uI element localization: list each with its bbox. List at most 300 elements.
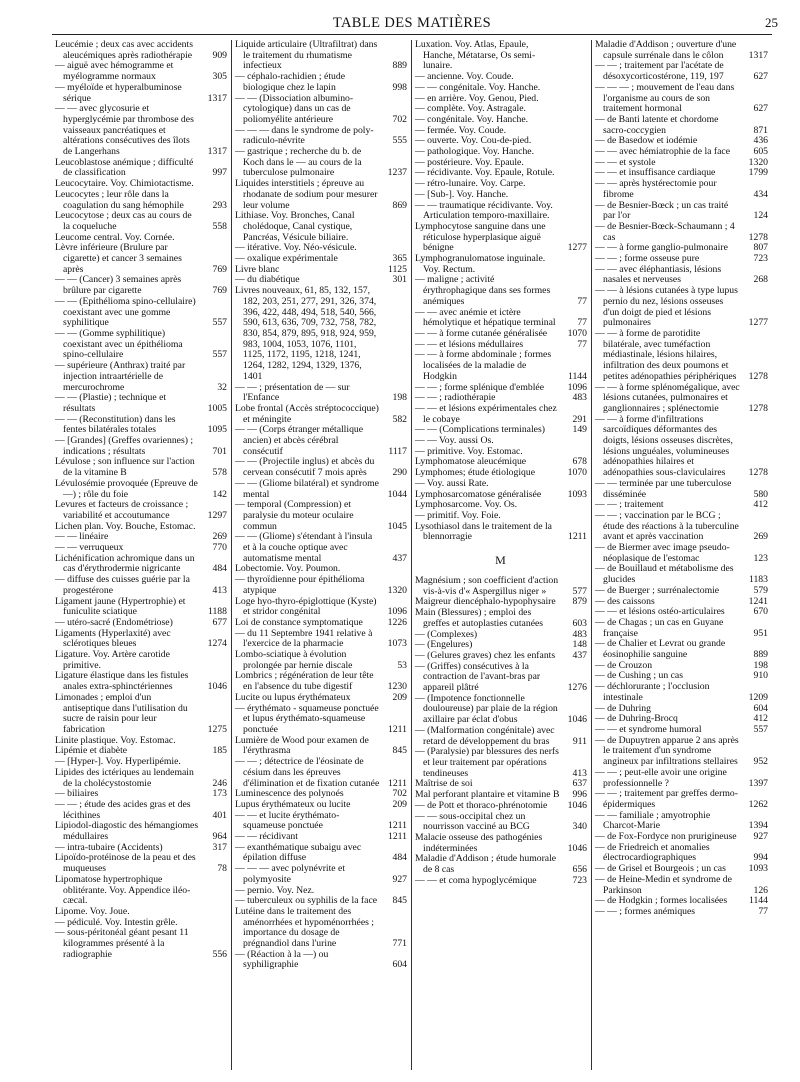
index-entry — [595, 682, 768, 703]
index-entry-text: — — traumatique récidivante. Voy. Articulation temporo-maxillaire. — [415, 199, 553, 222]
index-entry-page: 1046 — [567, 714, 587, 726]
index-entry-page: 484 — [212, 563, 227, 575]
index-entry-page: 1144 — [567, 370, 587, 382]
index-entry — [55, 928, 227, 960]
index-entry-text: — — ; formes anémiques — [595, 905, 696, 917]
index-entry-text: Lumière de Wood pour examen de l'érythrasma — [235, 734, 369, 757]
index-entry-text: — de Duhring-Brocq — [595, 713, 678, 725]
index-entry-text: Lombo-sciatique à évolution prolongée par hernie discale — [235, 649, 353, 671]
index-entry-page: 434 — [753, 188, 768, 200]
index-entry-text: — — avec anémie et ictère hémolytique et hépatique terminal — [415, 306, 556, 329]
index-entry-text: — — ; forme splénique d'emblée — [415, 381, 544, 393]
index-entry — [235, 811, 407, 832]
index-entry-text: — — — dans le syndrome de poly-radiculo-névrite — [235, 124, 374, 147]
index-entry-text: Lichen plan. Voy. Bouche, Estomac. — [55, 520, 196, 532]
index-entry-page: 126 — [753, 884, 768, 896]
index-entry — [415, 812, 587, 833]
index-entry-page: 1046 — [567, 842, 587, 854]
index-entry — [415, 662, 587, 694]
index-entry-page: 769 — [212, 263, 227, 275]
index-entry — [235, 671, 407, 692]
index-entry-page: 723 — [572, 874, 587, 886]
index-entry-text: — de Basedow et iodémie — [595, 135, 698, 147]
index-entry-text: Loge hyo-thyro-épiglottique (Kyste) et stridor congénital — [235, 595, 377, 618]
index-entry-text: — (Complexes) — [415, 628, 478, 640]
index-entry-text: — de Cushing ; un cas — [595, 670, 683, 682]
index-entry-text: Lipiodol-diagostic des hémangiomes médullaires — [55, 820, 199, 843]
index-entry-page: 1274 — [207, 638, 227, 650]
index-entry-text: — — (Corps étranger métallique ancien) et abcès cérébral consécutif — [235, 424, 364, 457]
index-entry-page: 124 — [753, 210, 768, 222]
index-entry-page: 702 — [392, 113, 407, 125]
index-entry-text: — [Hyper-]. Voy. Hyperlipémie. — [55, 756, 181, 768]
index-entry — [595, 179, 768, 200]
index-column-1 — [52, 40, 232, 1070]
index-entry — [595, 639, 768, 660]
index-entry-page: 1317 — [207, 92, 227, 104]
index-entry-page: 77 — [758, 905, 768, 917]
index-entry-page: 997 — [212, 167, 227, 179]
index-entry-page: 557 — [753, 724, 768, 735]
index-entry-text: — — avec glycosurie et hyperglycémie par thrombose des vaisseaux pancréatiques et altérations consécutives des îlots de Langerhans — [55, 103, 194, 158]
index-entry-text: — — sous-occipital chez un nourrisson vacciné au BCG — [415, 810, 530, 833]
index-entry-page: 1073 — [387, 638, 407, 650]
index-entry — [235, 383, 407, 404]
index-entry-page: 198 — [753, 659, 768, 671]
index-entry-page: 1278 — [748, 231, 768, 243]
index-entry — [55, 671, 227, 692]
index-entry-page: 869 — [392, 199, 407, 211]
index-entry-text: — — après hystérectomie pour fibrome — [595, 178, 717, 200]
index-entry-page: 582 — [392, 413, 407, 425]
index-entry-page: 32 — [217, 381, 227, 393]
index-entry-page: 149 — [572, 424, 587, 436]
index-entry-text: — — (Gliome) s'étendant à l'insula et à la couche optique avec automatisme mental — [235, 531, 373, 564]
index-entry-page: 1093 — [748, 863, 768, 875]
index-entry — [235, 950, 407, 971]
index-entry-page: 401 — [212, 809, 227, 821]
index-entry-page: 142 — [212, 488, 227, 500]
index-entry-text: — diffuse des cuisses guérie par la progestérone — [55, 574, 190, 596]
index-entry-page: 1799 — [748, 167, 768, 179]
index-entry-text: — postérieure. Voy. Epaule. — [415, 156, 524, 168]
index-entry-text: — — à forme splénomégalique, avec lésions cutanées, pulmonaires et ganglionnaires ; splénectomie — [595, 381, 740, 414]
index-entry-text: — exanthématique subaigu avec épilation diffuse — [235, 841, 362, 864]
index-entry-page: 1211 — [567, 531, 587, 543]
index-entry-text: Liquides interstitiels ; épreuve au rhodanate de sodium pour mesurer leur volume — [235, 178, 378, 211]
index-entry — [55, 575, 227, 596]
index-entry-page: 637 — [572, 778, 587, 790]
index-entry-page: 927 — [753, 831, 768, 843]
index-entry — [415, 308, 587, 329]
index-entry-page: 909 — [212, 49, 227, 61]
index-entry-page: 604 — [753, 702, 768, 714]
index-entry-text: — — et lésions expérimentales chez le cobaye — [415, 402, 557, 425]
index-entry-page: 1278 — [748, 467, 768, 479]
index-entry — [55, 393, 227, 414]
index-entry-page: 1317 — [748, 49, 768, 61]
index-entry-text: Lipome. Voy. Joue. — [55, 905, 130, 917]
section-letter-heading: M — [495, 553, 507, 568]
index-entry-text: Lévulosémie provoquée (Epreuve de —) ; rôle du foie — [55, 477, 198, 500]
index-entry-page: 678 — [572, 456, 587, 468]
index-entry-text: — — à forme cutanée généralisée — [415, 327, 548, 339]
index-entry-page: 77 — [577, 295, 587, 307]
index-entry-text: Main (Blessures) ; emploi des greffes et autoplasties cutanées — [415, 607, 544, 629]
index-entry-text: — oxalique expérimentale — [235, 253, 338, 265]
index-entry-text: Lucite ou lupus érythémateux — [235, 691, 351, 703]
index-entry-text: — pernio. Voy. Nez. — [235, 884, 315, 896]
index-entry-page: 577 — [572, 585, 587, 597]
index-entry-text: — — familiale ; amyotrophie Charcot-Marie — [595, 809, 711, 832]
index-entry-text: — — ; peut-elle avoir une origine professionnelle ? — [595, 766, 727, 789]
index-entry-text: Leucocytose ; deux cas au cours de la coqueluche — [55, 210, 192, 232]
index-entry-text: — érythémato - squameuse ponctuée et lupus érythémato-squameuse ponctuée — [235, 702, 379, 735]
index-entry — [55, 104, 227, 158]
index-entry-text: — de Dupuytren apparue 2 ans après le traitement d'un syndrome angineux par infiltrations stellaires — [595, 734, 739, 768]
index-entry-page: 1277 — [748, 317, 768, 329]
index-entry — [235, 864, 407, 885]
index-entry — [415, 747, 587, 779]
index-entry-text: — — à forme abdominale ; formes localisées de la maladie de Hodgkin — [415, 349, 552, 382]
index-entry-page: 53 — [397, 659, 407, 671]
index-entry — [595, 511, 768, 543]
index-entry-text: — de Friedreich et anomalies électrocardiographiques — [595, 841, 710, 864]
index-entry — [595, 61, 768, 82]
index-entry-text: Liquide articulaire (Ultrafiltrat) dans le traitement du rhumatisme infectieux — [235, 40, 378, 72]
index-entry-page: 656 — [572, 864, 587, 876]
index-entry-text: — pédiculé. Voy. Intestin grêle. — [55, 916, 178, 928]
index-entry-page: 1275 — [207, 724, 227, 735]
index-entry-page: 1320 — [748, 156, 768, 168]
index-entry — [595, 286, 768, 329]
index-entry-text: — — ; étude des acides gras et des lécithines — [55, 798, 191, 821]
index-entry — [595, 415, 768, 479]
index-entry — [595, 768, 768, 789]
index-entry-text: — de Duhring — [595, 702, 651, 714]
index-entry-text: Lobectomie. Voy. Poumon. — [235, 563, 341, 575]
index-entry-page: 605 — [753, 146, 768, 158]
index-entry-text: Lymphosarcome. Voy. Os. — [415, 499, 518, 511]
index-entry-page: 889 — [753, 649, 768, 661]
index-entry — [55, 297, 227, 329]
index-columns — [52, 40, 772, 1070]
index-entry-page: 701 — [212, 445, 227, 457]
index-entry-text: — utéro-sacré (Endométriose) — [55, 616, 173, 628]
index-entry-page: 209 — [392, 691, 407, 703]
index-entry — [415, 801, 587, 812]
index-entry-text: — de Chagas ; un cas en Guyane française — [595, 616, 724, 639]
index-entry-text: — temporal (Compression) et paralysie du moteur oculaire commun — [235, 499, 354, 532]
index-entry — [55, 554, 227, 575]
index-entry-page: 484 — [392, 852, 407, 864]
index-entry — [235, 211, 407, 243]
index-entry-text: Maîtrise de soi — [415, 778, 473, 790]
index-entry-text: — — linéaire — [55, 531, 109, 543]
index-entry-text: — — Voy. aussi Os. — [415, 435, 494, 447]
index-entry — [595, 789, 768, 810]
index-entry-text: Lithiase. Voy. Bronches, Canal cholédoque, Canal cystique, Pancréas, Vésicule biliaire. — [235, 210, 355, 243]
index-entry-text: — sous-péritonéal géant pesant 11 kilogrammes présenté à la radiographie — [55, 927, 189, 960]
index-entry-page: 123 — [753, 552, 768, 564]
index-entry-page: 1044 — [387, 488, 407, 500]
index-entry-page: 365 — [392, 253, 407, 265]
index-entry-text: — — (Gliome bilatéral) et syndrome mental — [235, 477, 379, 500]
index-entry-text: — thyroïdienne pour épithélioma atypique — [235, 574, 365, 596]
index-column-3 — [412, 40, 592, 1070]
index-entry — [55, 158, 227, 179]
index-entry — [55, 83, 227, 104]
index-entry-page: 1209 — [748, 691, 768, 703]
index-entry-page: 1183 — [748, 574, 768, 586]
index-entry — [595, 811, 768, 832]
index-entry-page: 269 — [753, 531, 768, 543]
index-entry-page: 1211 — [387, 724, 407, 735]
index-entry — [55, 597, 227, 618]
index-entry-text: — déchlorurante ; l'occlusion intestinale — [595, 681, 710, 703]
index-entry-text: — — terminée par une tuberculose disséminée — [595, 477, 732, 500]
index-entry-page: 1211 — [387, 777, 407, 789]
index-entry-text: — récidivante. Voy. Epaule, Rotule. — [415, 167, 555, 179]
index-entry-text: Lutéine dans le traitement des aménorrhées et hypoménorrhées ; importance du dosage de prégnandiol dans l'urine — [235, 905, 374, 950]
index-entry-page: 556 — [212, 948, 227, 960]
index-entry — [235, 629, 407, 650]
index-entry — [55, 436, 227, 457]
index-entry-page: 436 — [753, 135, 768, 147]
index-entry-page: 483 — [572, 392, 587, 404]
index-entry — [415, 576, 587, 597]
index-entry-text: — en arrière. Voy. Genou, Pied. — [415, 92, 539, 104]
index-entry-text: — maligne ; activité érythrophagique dans ses formes anémiques — [415, 274, 551, 307]
index-entry — [55, 40, 227, 61]
index-entry-page: 578 — [212, 467, 227, 479]
index-entry-page: 580 — [753, 488, 768, 500]
index-entry-text: Lymphomes; étude étiologique — [415, 467, 535, 479]
index-entry-page: 579 — [753, 584, 768, 596]
index-entry-page: 1211 — [387, 820, 407, 832]
index-entry — [55, 693, 227, 736]
index-entry — [595, 736, 768, 768]
index-entry — [55, 500, 227, 521]
index-entry-text: — — — ; mouvement de l'eau dans l'organisme au cours de son traitement hormonal — [595, 81, 735, 115]
index-entry-text: — de Hodgkin ; formes localisées — [595, 895, 728, 907]
page-number: 25 — [765, 15, 778, 30]
index-entry — [595, 265, 768, 286]
index-entry-page: 209 — [392, 798, 407, 810]
index-entry-text: — — (Cancer) 3 semaines après brûlure par cigarette — [55, 274, 182, 297]
index-entry-page: 1005 — [207, 402, 227, 414]
index-entry-text: — — ; forme osseuse pure — [595, 253, 700, 265]
index-entry-page: 557 — [212, 349, 227, 361]
index-entry-page: 412 — [753, 499, 768, 511]
index-entry-page: 964 — [212, 831, 227, 843]
index-entry-text: Loi de constance symptomatique — [235, 616, 363, 628]
index-entry — [235, 532, 407, 564]
index-entry-text: — de Besnier-Bœck ; un cas traité par l'or — [595, 199, 729, 222]
index-entry-text: Maladie d'Addison ; étude humorale de 8 cas — [415, 853, 557, 876]
index-entry — [595, 564, 768, 585]
index-entry-page: 557 — [212, 317, 227, 329]
index-page — [52, 14, 778, 1074]
index-entry — [415, 479, 587, 490]
index-entry-text: — — congénitale. Voy. Hanche. — [415, 81, 541, 93]
page-title: TABLE DES MATIÈRES — [332, 15, 492, 31]
index-entry-page: 677 — [212, 616, 227, 628]
index-entry — [235, 404, 407, 425]
index-entry — [235, 907, 407, 950]
index-entry-text: — biliaires — [55, 788, 99, 800]
index-entry-page: 845 — [392, 745, 407, 757]
index-entry-text: — de Banti latente et chordome sacro-coccygien — [595, 113, 719, 136]
index-entry — [235, 575, 407, 596]
index-entry-text: — — avec hémiatrophie de la face — [595, 146, 731, 158]
index-entry-page: 994 — [753, 852, 768, 864]
index-entry-page: 1230 — [387, 681, 407, 693]
index-entry-text: — fermée. Voy. Coude. — [415, 124, 507, 136]
index-entry-text: — de Chalier et Levrat ou grande éosinophilie sanguine — [595, 638, 726, 661]
index-entry-text: — — et syndrome humoral — [595, 724, 702, 735]
index-entry-text: — — (Plastie) ; technique et résultats — [55, 392, 167, 414]
index-entry-text: — [Grandes] (Greffes ovariennes) ; indications ; résultats — [55, 435, 194, 457]
index-entry-page: 627 — [753, 71, 768, 83]
index-entry — [415, 833, 587, 854]
index-entry-text: — — ; traitement par greffes dermo-épidermiques — [595, 788, 738, 810]
index-entry-text: Lipoïdo-protéinose de la peau et des muqueuses — [55, 852, 196, 875]
index-entry-text: — de Grisel et Bourgeois ; un cas — [595, 863, 726, 875]
index-entry-page: 627 — [753, 103, 768, 115]
index-entry-text: — Voy. aussi Rate. — [415, 477, 489, 489]
index-entry-text: — itérative. Voy. Néo-vésicule. — [235, 242, 357, 254]
index-entry — [415, 350, 587, 382]
index-entry — [55, 190, 227, 211]
index-entry-text: — — (Gomme syphilitique) coexistant avec un épithélioma spino-cellulaire — [55, 327, 183, 361]
index-entry-page: 1317 — [207, 146, 227, 158]
index-entry-page: 269 — [212, 531, 227, 543]
index-entry-page: 604 — [392, 959, 407, 971]
index-entry-text: — — avec éléphantiasis, lésions nasales et nerveuses — [595, 263, 722, 286]
index-entry-text: — (Gelures graves) chez les enfants — [415, 649, 556, 661]
index-entry-text: — de Biermer avec image pseudo-néoplasique de l'estomac — [595, 542, 730, 564]
index-entry-page: 911 — [572, 735, 587, 747]
index-entry-page: 1144 — [748, 895, 768, 907]
index-entry-text: Luminescence des polynoés — [235, 788, 344, 800]
index-entry — [595, 907, 768, 918]
index-entry-page: 996 — [572, 789, 587, 801]
index-entry — [415, 726, 587, 747]
index-entry-page: 1046 — [207, 681, 227, 693]
index-entry-page: 1297 — [207, 509, 227, 521]
index-entry-text: — myéloïde et hyperalbuminose sérique — [55, 81, 182, 104]
index-entry-page: 173 — [212, 788, 227, 800]
index-entry-page: 413 — [572, 767, 587, 779]
index-entry — [595, 843, 768, 864]
index-entry-text: — du 11 Septembre 1941 relative à l'exercice de la pharmacie — [235, 627, 373, 650]
index-entry — [595, 201, 768, 222]
index-entry-page: 301 — [392, 274, 407, 286]
index-entry-text: — — et systole — [595, 156, 656, 168]
index-entry-text: Mal perforant plantaire et vitamine B — [415, 789, 560, 801]
index-entry-page: 340 — [572, 821, 587, 833]
index-entry-text: Leucoblastose anémique ; difficulté de classification — [55, 156, 194, 179]
index-entry-text: Malacie osseuse des pathogénies indéterminées — [415, 831, 543, 854]
index-entry-page: 1211 — [387, 831, 407, 843]
index-entry — [595, 115, 768, 136]
index-entry — [415, 694, 587, 726]
index-entry-text: — de Besnier-Bœck-Schaumann ; 4 cas — [595, 220, 735, 243]
index-entry-page: 305 — [212, 71, 227, 83]
index-column-4 — [592, 40, 772, 1070]
index-entry-text: — — et lésions médullaires — [415, 338, 524, 350]
index-entry — [415, 854, 587, 875]
index-entry-text: — — verruqueux — [55, 542, 124, 554]
index-entry — [235, 126, 407, 147]
index-entry-text: Maladie d'Addison ; ouverture d'une capsule surrénale dans le côlon — [595, 40, 737, 61]
index-entry — [595, 222, 768, 243]
index-entry — [55, 768, 227, 789]
index-entry-page: 185 — [212, 745, 227, 757]
index-entry-text: Lichénification achromique dans un cas d'érythrodermie nigricante — [55, 552, 195, 575]
index-entry-page: 1276 — [567, 682, 587, 694]
index-entry-text: — de Heine-Medin et syndrome de Parkinson — [595, 873, 732, 896]
index-entry-text: Lymphocytose sanguine dans une réticulose hyperplasique aiguë bénigne — [415, 220, 546, 254]
index-entry-text: Leucocytaire. Voy. Chimiotactisme. — [55, 178, 194, 190]
index-entry-text: — de Pott et thoraco-phrénotomie — [415, 799, 548, 811]
index-entry-page: 879 — [572, 596, 587, 608]
index-entry-page: 413 — [212, 584, 227, 596]
index-entry-page: 246 — [212, 777, 227, 789]
index-entry-page: 1241 — [748, 595, 768, 607]
index-entry — [595, 875, 768, 896]
index-entry-text: — (Impotence fonctionnelle douloureuse) par plaie de la région axillaire par éclat d'obus — [415, 692, 558, 726]
index-entry — [595, 83, 768, 115]
index-entry — [235, 457, 407, 478]
index-entry — [55, 629, 227, 650]
index-entry-text: — [Sub-]. Voy. Hanche. — [415, 188, 509, 200]
index-entry-text: — — récidivant — [235, 831, 298, 843]
index-entry-text: — de Bouillaud et métabolisme des glucides — [595, 563, 734, 586]
index-entry-text: — — (Reconstitution) dans les fentes bilatérales totales — [55, 413, 176, 436]
index-entry — [55, 415, 227, 436]
index-entry-page: 268 — [753, 274, 768, 286]
index-entry-page: 889 — [392, 60, 407, 72]
index-entry-text: — (Paralysie) par blessures des nerfs et leur traitement par opérations tendineuses — [415, 746, 559, 779]
index-entry — [235, 693, 407, 704]
index-entry-page: 603 — [572, 617, 587, 629]
index-entry — [235, 94, 407, 126]
index-entry-page: 1278 — [748, 370, 768, 382]
index-column-2 — [232, 40, 412, 1070]
index-entry — [55, 243, 227, 275]
index-entry-page: 198 — [392, 392, 407, 404]
index-entry — [55, 61, 227, 82]
index-entry — [55, 875, 227, 907]
index-entry-text: — gastrique ; recherche du b. de Koch dans le — au cours de la tuberculose pulmonaire — [235, 146, 362, 179]
page-header — [52, 14, 778, 35]
index-entry-text: — complète. Voy. Astragale. — [415, 103, 526, 115]
index-entry-page: 1070 — [567, 467, 587, 479]
index-entry-text: — — ; traitement — [595, 499, 664, 511]
index-entry — [415, 275, 587, 307]
index-entry-page: 437 — [392, 552, 407, 564]
index-entry-page: 1394 — [748, 820, 768, 832]
index-entry-text: — — ; détectrice de l'éosinate de césium dans les épreuves d'élimination et de fixation cutanée — [235, 756, 380, 789]
index-entry-page: 1226 — [387, 616, 407, 628]
index-entry-text: Levures et facteurs de croissance ; variabilité et accoutumance — [55, 499, 189, 521]
index-entry — [55, 853, 227, 874]
index-entry-text: — rétro-lunaire. Voy. Carpe. — [415, 178, 526, 190]
index-entry-page: 670 — [753, 606, 768, 618]
index-entry-text: Lymphogranulomatose inguinale. Voy. Rectum. — [415, 253, 546, 275]
